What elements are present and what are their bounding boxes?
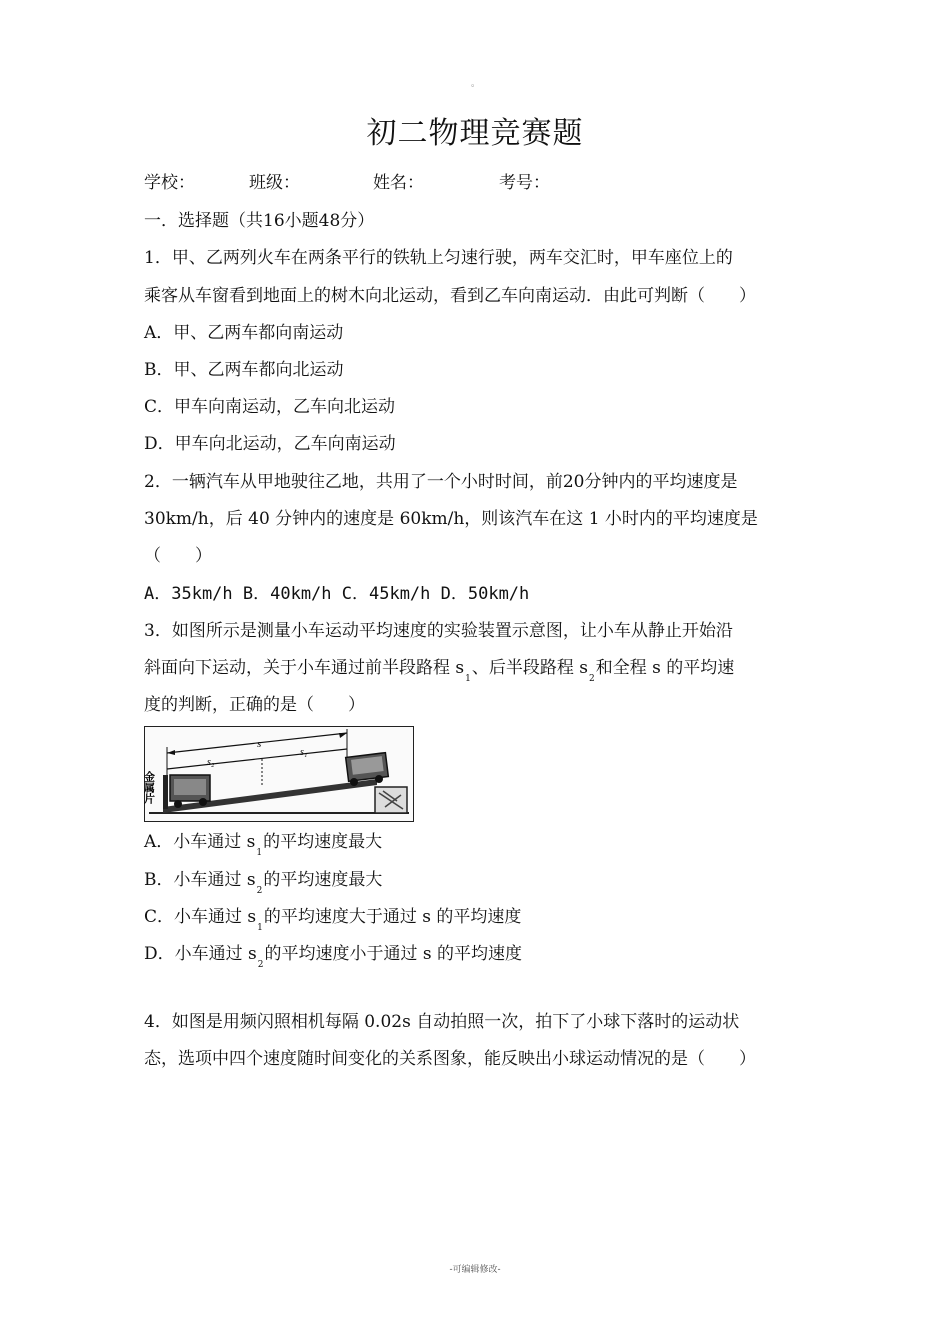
q3-d-pre: D．小车通过 s xyxy=(144,944,257,964)
q3-option-d xyxy=(144,944,523,970)
q3-stem-line1: 3．如图所示是测量小车运动平均速度的实验装置示意图，让小车从静止开始沿 xyxy=(144,621,733,641)
q3-line2-sub1: 1 xyxy=(465,674,471,684)
q3-c-pre: C．小车通过 s xyxy=(144,907,257,927)
incline-diagram-svg xyxy=(142,727,413,821)
q3-option-b xyxy=(144,870,383,896)
q2-stem-line3: （ ） xyxy=(144,546,212,566)
q3-c-sub: 1 xyxy=(257,923,263,933)
page-title: 初二物理竞赛题 xyxy=(366,116,584,151)
q1-option-b: B．甲、乙两车都向北运动 xyxy=(144,360,344,380)
student-info-fields xyxy=(144,173,550,193)
header-dot: 。 xyxy=(471,79,481,89)
class-field-label: 班级： xyxy=(249,173,300,193)
q3-a-sub: 1 xyxy=(256,848,263,858)
q3-a-pre: A．小车通过 s xyxy=(144,832,256,852)
q2-stem-line1: 2．一辆汽车从甲地驶往乙地，共用了一个小时时间，前20分钟内的平均速度是 xyxy=(144,472,738,492)
q4-stem-line2: 态，选项中四个速度随时间变化的关系图象，能反映出小球运动情况的是（ ） xyxy=(144,1049,756,1069)
q3-d-sub: 2 xyxy=(257,960,264,970)
incline-cart-diagram xyxy=(144,726,414,822)
q3-stem-line2 xyxy=(144,658,735,684)
q3-option-c xyxy=(144,907,522,933)
q1-option-c: C．甲车向南运动，乙车向北运动 xyxy=(144,397,396,417)
page-footer: -可编辑修改- xyxy=(449,1265,501,1275)
q3-d-post: 的平均速度小于通过 s 的平均速度 xyxy=(264,944,523,964)
q1-option-d: D．甲车向北运动，乙车向南运动 xyxy=(144,434,396,454)
number-field-label: 考号： xyxy=(499,173,550,193)
school-field-label: 学校： xyxy=(144,173,195,193)
section-heading: 一．选择题（共16小题48分） xyxy=(144,211,375,231)
q3-line2-text-c: 和全程 s 的平均速 xyxy=(595,658,735,678)
q2-stem-line2: 30km/h，后 40 分钟内的速度是 60km/h，则该汽车在这 1 小时内的平均速度是 xyxy=(144,509,758,529)
name-field-label: 姓名： xyxy=(373,173,424,193)
q1-stem-line2: 乘客从车窗看到地面上的树木向北运动，看到乙车向南运动．由此可判断（ ） xyxy=(144,286,756,306)
q3-c-post: 的平均速度大于通过 s 的平均速度 xyxy=(263,907,522,927)
label-s: s xyxy=(257,738,262,750)
q3-line2-text-b: 、后半段路程 s xyxy=(471,658,589,678)
q3-line2-sub2: 2 xyxy=(589,674,595,684)
q3-a-post: 的平均速度最大 xyxy=(263,832,383,852)
q2-options: A．35km/h B．40km/h C．45km/h D．50km/h xyxy=(144,584,530,604)
q3-b-post: 的平均速度最大 xyxy=(263,870,383,890)
q1-stem-line1: 1．甲、乙两列火车在两条平行的铁轨上匀速行驶，两车交汇时，甲车座位上的 xyxy=(144,248,733,268)
q3-b-pre: B．小车通过 s xyxy=(144,870,256,890)
metal-plate xyxy=(163,775,168,809)
q3-stem-line3: 度的判断，正确的是（ ） xyxy=(144,695,365,715)
q3-line2-text-a: 斜面向下运动，关于小车通过前半段路程 s xyxy=(144,658,465,678)
label-metal-plate: 金属片 xyxy=(142,771,156,804)
q3-option-a xyxy=(144,832,383,858)
label-s1: s₁ xyxy=(300,747,308,758)
label-s2: s₂ xyxy=(207,757,215,768)
q1-option-a: A．甲、乙两车都向南运动 xyxy=(144,323,344,343)
q4-stem-line1: 4．如图是用频闪照相机每隔 0.02s 自动拍照一次，拍下了小球下落时的运动状 xyxy=(144,1012,740,1032)
q3-b-sub: 2 xyxy=(256,886,263,896)
